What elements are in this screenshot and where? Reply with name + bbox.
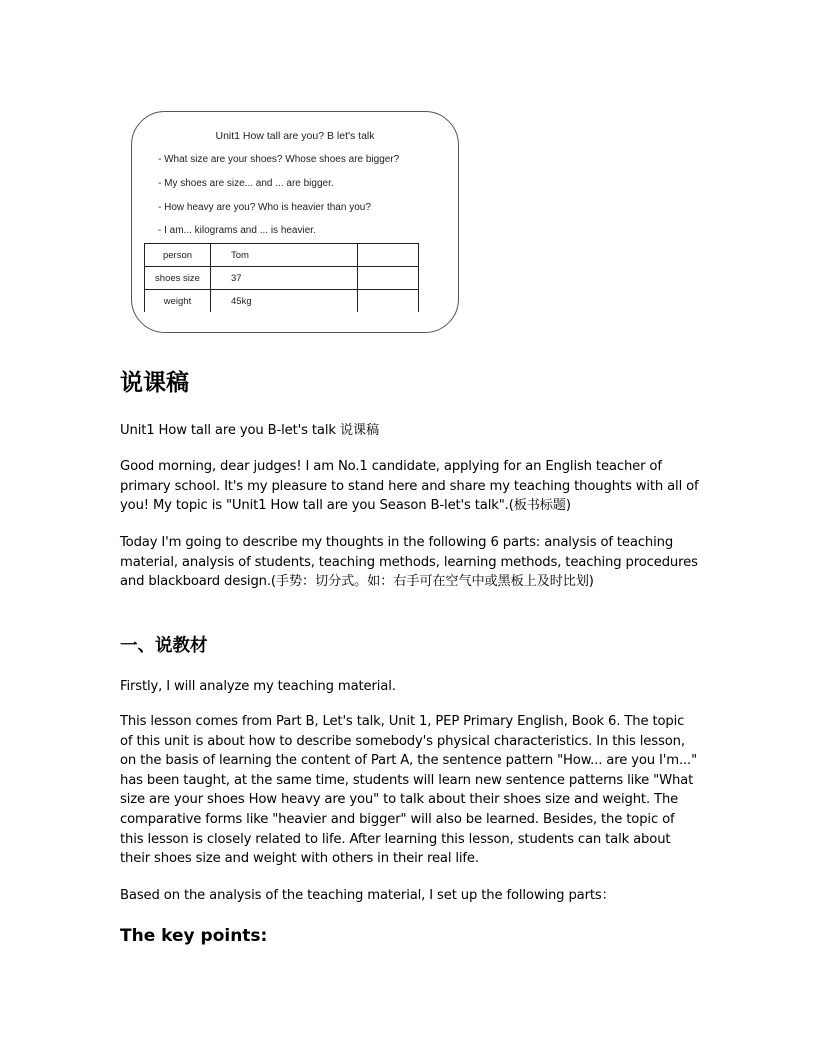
board-line: - How heavy are you? Who is heavier than you? [158,202,371,213]
table-row [145,267,419,290]
intro-paragraph: Good morning, dear judges! I am No.1 candidate, applying for an English teacher of primary school. It's my pleasure to stand here and share my teaching thoughts with all of you! My topic is "Unit1 How tall are you Season B-let's talk".(板书标题) [120,459,699,514]
board-table [144,243,419,312]
table-cell: 45kg [211,290,358,313]
section-heading: 一、说教材 [120,636,208,656]
table-row [145,290,419,313]
page-title: 说课稿 [120,370,189,396]
table-cell [358,244,419,267]
material-paragraph: This lesson comes from Part B, Let's talk, Unit 1, PEP Primary English, Book 6. The topic of this unit is about how to describe somebody's physical characteristics. In this lesson, on the basis of learning the content of Part A, the sentence pattern "How... are you I'm..." has been taught, at the same time, students will learn new sentence patterns like "What size are your shoes How heavy are you" to talk about their shoes size and weight. The comparative forms like "heavier and bigger" will also be learned. Besides, the topic of this lesson is closely related to life. After learning this lesson, students can talk about their shoes size and weight with others in their real life. [120,714,698,867]
key-points-heading: The key points: [120,926,268,946]
table-cell [358,267,419,290]
table-cell [358,290,419,313]
table-cell: 37 [211,267,358,290]
board-line: - What size are your shoes? Whose shoes are bigger? [158,154,400,165]
subtitle: Unit1 How tall are you B-let's talk 说课稿 [120,423,380,438]
board-line: - I am... kilograms and ... is heavier. [158,225,316,236]
analysis-intro: Firstly, I will analyze my teaching material. [120,679,396,694]
table-row [145,244,419,267]
parts-paragraph: Based on the analysis of the teaching material, I set up the following parts： [120,888,615,903]
blackboard-figure [131,111,459,333]
board-line: - My shoes are size... and ... are bigger. [158,178,334,189]
board-title: Unit1 How tall are you? B let's talk [215,130,375,142]
table-cell: person [145,244,211,267]
table-cell: weight [145,290,211,313]
table-cell: Tom [211,244,358,267]
table-cell: shoes size [145,267,211,290]
outline-paragraph: Today I'm going to describe my thoughts in the following 6 parts: analysis of teaching material, analysis of students, teaching methods, learning methods, teaching procedures and blackboard design.(手势：切分式。如：右手可在空气中或黑板上及时比划) [120,535,698,590]
